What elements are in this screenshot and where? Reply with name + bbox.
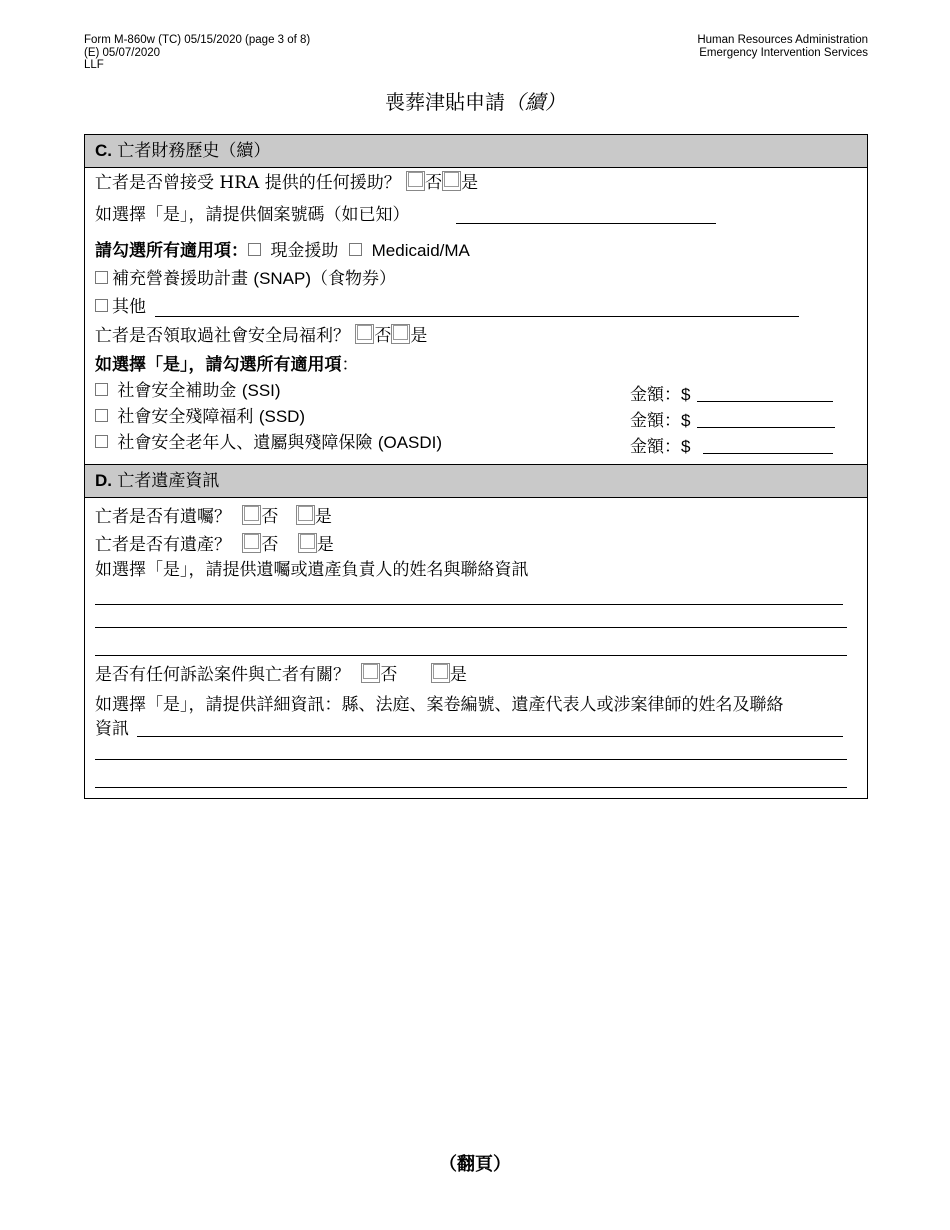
oasdi-amount-field[interactable] <box>703 453 833 454</box>
ssd-checkbox[interactable] <box>95 409 108 422</box>
form-header-right <box>697 34 868 59</box>
checkbox-icon <box>244 506 259 521</box>
ssi-dollar: $ <box>681 385 691 404</box>
lawsuit-no-checkbox[interactable] <box>361 663 380 683</box>
oasdi-amount <box>630 432 690 457</box>
medicaid-label: Medicaid/MA <box>371 241 470 260</box>
cash-assistance-checkbox[interactable] <box>248 243 261 256</box>
estate-yes-label: 是 <box>316 535 334 555</box>
lawsuit-question: 是否有任何訴訟案件與亡者有關？ <box>95 665 350 685</box>
checkbox-icon <box>300 534 315 549</box>
lawsuit-info-label: 資訊 <box>95 719 129 739</box>
section-c-body <box>85 168 867 465</box>
ssa-check-all-row <box>95 354 359 376</box>
ssa-no-checkbox[interactable] <box>355 324 374 344</box>
page-title-main: 喪葬津貼申請 <box>385 90 505 114</box>
lawsuit-details-field-1[interactable] <box>137 736 843 737</box>
ssi-amount-label: 金額： <box>630 385 681 405</box>
checkbox-icon <box>444 172 459 187</box>
snap-row <box>95 268 396 290</box>
hra-question: 亡者是否曾接受 HRA 提供的任何援助？ <box>95 173 401 193</box>
turn-page-note: （翻頁） <box>439 1154 511 1175</box>
ssd-label: 社會安全殘障福利 <box>117 407 254 427</box>
oasdi-amount-label: 金額： <box>630 437 681 457</box>
ssi-amount <box>630 380 690 405</box>
other-row <box>95 296 146 318</box>
ssa-yes-checkbox[interactable] <box>391 324 410 344</box>
ssd-amount <box>630 406 690 431</box>
contact-info-label: 如選擇「是」，請提供遺囑或遺產負責人的姓名與聯絡資訊 <box>95 560 529 580</box>
ssi-checkbox[interactable] <box>95 383 108 396</box>
lawsuit-details-label: 如選擇「是」，請提供詳細資訊：縣、法庭、案卷編號、遺產代表人或涉案律師的姓名及聯絡 <box>95 695 784 715</box>
hra-question-row <box>95 171 478 194</box>
snap-checkbox[interactable] <box>95 271 108 284</box>
will-yes-label: 是 <box>314 507 332 527</box>
case-number-row <box>95 204 410 226</box>
contact-info-field-2[interactable] <box>95 627 847 628</box>
page-title-continued: （續） <box>505 90 565 114</box>
form-number: Form M-860w (TC) 05/15/2020 (page 3 of 8) <box>84 34 311 46</box>
contact-info-field-3[interactable] <box>95 655 847 656</box>
checkbox-icon <box>357 325 372 340</box>
ssa-no-label: 否 <box>374 326 392 346</box>
check-all-label: 請勾選所有適用項： <box>95 241 248 261</box>
hra-yes-label: 是 <box>461 173 479 193</box>
estate-no-checkbox[interactable] <box>242 533 261 553</box>
checkbox-icon <box>244 534 259 549</box>
checkbox-icon <box>363 664 378 679</box>
section-c-header <box>85 135 867 168</box>
case-number-label: 如選擇「是」，請提供個案號碼（如已知） <box>95 205 410 225</box>
will-question-row <box>95 505 332 528</box>
lawsuit-yes-checkbox[interactable] <box>431 663 450 683</box>
ssa-check-all-colon: ： <box>341 355 359 375</box>
ssa-check-all-label: 如選擇「是」，請勾選所有適用項 <box>95 355 342 375</box>
estate-no-label: 否 <box>261 535 279 555</box>
snap-abbr: (SNAP) <box>253 269 312 288</box>
form-english-date: (E) 05/07/2020 <box>84 46 161 59</box>
snap-note: （食物券） <box>311 269 397 289</box>
checkbox-icon <box>393 325 408 340</box>
lawsuit-no-label: 否 <box>380 665 398 685</box>
ssd-dollar: $ <box>681 411 691 430</box>
section-c-letter: C. <box>95 141 112 160</box>
cash-assistance-label: 現金援助 <box>270 241 339 261</box>
page-title <box>0 86 950 115</box>
other-field[interactable] <box>155 316 799 317</box>
form-frame <box>84 134 868 799</box>
section-d-heading: 亡者遺產資訊 <box>117 471 220 491</box>
hra-yes-checkbox[interactable] <box>442 171 461 191</box>
checkbox-icon <box>298 506 313 521</box>
will-question: 亡者是否有遺囑？ <box>95 507 231 527</box>
checkbox-icon <box>433 664 448 679</box>
ssd-amount-label: 金額： <box>630 411 681 431</box>
case-number-field[interactable] <box>456 223 716 224</box>
ssd-abbr: (SSD) <box>258 407 306 426</box>
will-no-checkbox[interactable] <box>242 505 261 525</box>
other-checkbox[interactable] <box>95 299 108 312</box>
section-c-heading: 亡者財務歷史（續） <box>117 141 271 161</box>
ssd-row <box>95 406 305 428</box>
form-header-left <box>84 34 310 72</box>
lawsuit-info-row <box>95 718 129 740</box>
lawsuit-details-row <box>95 694 784 716</box>
oasdi-dollar: $ <box>681 437 691 456</box>
estate-yes-checkbox[interactable] <box>298 533 317 553</box>
estate-question-row <box>95 533 334 556</box>
hra-no-checkbox[interactable] <box>406 171 425 191</box>
ssi-amount-field[interactable] <box>697 401 833 402</box>
form-code: LLF <box>84 59 104 71</box>
section-d-letter: D. <box>95 471 112 490</box>
medicaid-checkbox[interactable] <box>349 243 362 256</box>
contact-info-row <box>95 559 529 581</box>
will-yes-checkbox[interactable] <box>296 505 315 525</box>
hra-no-label: 否 <box>425 173 443 193</box>
lawsuit-details-field-3[interactable] <box>95 787 847 788</box>
ssi-abbr: (SSI) <box>241 381 281 400</box>
oasdi-checkbox[interactable] <box>95 435 108 448</box>
estate-question: 亡者是否有遺產？ <box>95 535 231 555</box>
agency-division: Emergency Intervention Services <box>699 46 868 59</box>
section-d-header <box>85 465 867 498</box>
lawsuit-details-field-2[interactable] <box>95 759 847 760</box>
ssi-label: 社會安全補助金 <box>117 381 237 401</box>
checkbox-icon <box>408 172 423 187</box>
lawsuit-yes-label: 是 <box>449 665 467 685</box>
check-all-row <box>95 240 470 262</box>
snap-label: 補充營養援助計畫 <box>112 269 248 289</box>
oasdi-row <box>95 432 442 454</box>
ssa-yes-label: 是 <box>410 326 428 346</box>
other-label: 其他 <box>112 297 146 317</box>
section-d-body <box>85 498 867 798</box>
will-no-label: 否 <box>261 507 279 527</box>
agency-name: Human Resources Administration <box>697 34 868 46</box>
lawsuit-question-row <box>95 663 467 686</box>
ssa-question: 亡者是否領取過社會安全局福利？ <box>95 326 350 346</box>
ssa-question-row <box>95 324 427 347</box>
ssi-row <box>95 380 281 402</box>
oasdi-abbr: (OASDI) <box>377 433 443 452</box>
oasdi-label: 社會安全老年人、遺屬與殘障保險 <box>117 433 373 453</box>
ssd-amount-field[interactable] <box>697 427 835 428</box>
contact-info-field-1[interactable] <box>95 604 843 605</box>
